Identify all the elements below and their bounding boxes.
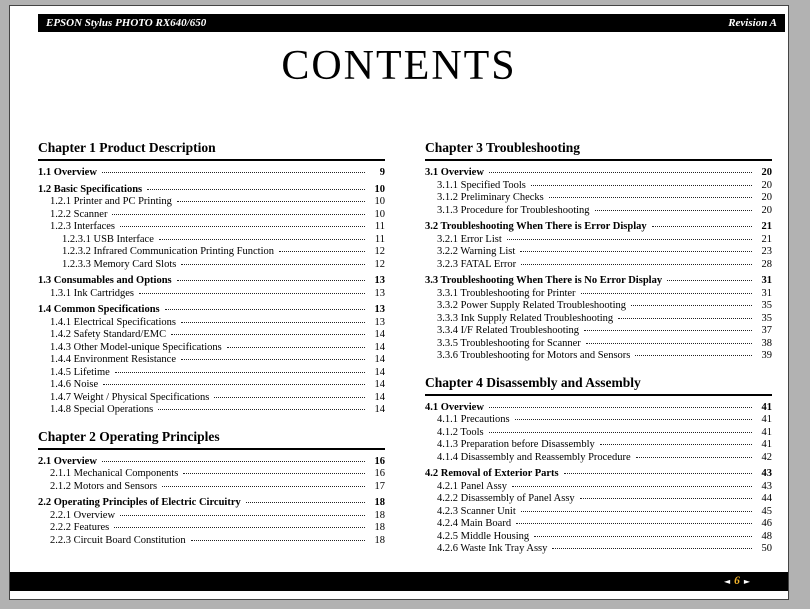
toc-entry-label: 3.1.1 Specified Tools bbox=[437, 179, 526, 191]
toc-entry[interactable] bbox=[38, 481, 385, 494]
toc-entry[interactable] bbox=[425, 246, 772, 259]
page-title: CONTENTS bbox=[281, 43, 517, 89]
dot-leader bbox=[618, 318, 752, 319]
toc-page-number: 38 bbox=[761, 337, 772, 349]
dot-leader bbox=[279, 251, 365, 252]
toc-page-number: 35 bbox=[761, 300, 772, 311]
toc-page-number: 11 bbox=[374, 221, 385, 232]
dot-leader bbox=[112, 214, 365, 215]
toc-entry[interactable] bbox=[38, 209, 385, 222]
toc-entry[interactable] bbox=[425, 468, 772, 481]
toc-page-number: 50 bbox=[761, 543, 772, 554]
toc-column-right bbox=[425, 140, 772, 568]
dot-leader bbox=[667, 280, 752, 281]
toc-entry[interactable] bbox=[425, 350, 772, 363]
dot-leader bbox=[584, 330, 752, 331]
toc-entry-label: 4.2.5 Middle Housing bbox=[437, 530, 530, 542]
dot-leader bbox=[549, 197, 752, 198]
dot-leader bbox=[227, 347, 365, 348]
toc-entry-label: 4.1.3 Preparation before Disassembly bbox=[437, 439, 595, 450]
toc-entry-label: 4.2.3 Scanner Unit bbox=[437, 505, 516, 517]
toc-entry[interactable] bbox=[38, 288, 385, 301]
toc-entry[interactable] bbox=[38, 275, 385, 288]
toc-page-number: 41 bbox=[761, 401, 772, 413]
dot-leader bbox=[191, 540, 365, 541]
toc-entry[interactable] bbox=[425, 192, 772, 205]
toc-entry[interactable] bbox=[38, 354, 385, 367]
toc-chapter bbox=[425, 140, 772, 363]
dot-leader bbox=[552, 548, 752, 549]
dot-leader bbox=[635, 355, 752, 356]
toc-entry-label: 3.3.5 Troubleshooting for Scanner bbox=[437, 337, 581, 349]
toc-entry-label: 3.2 Troubleshooting When There is Error Display bbox=[425, 221, 647, 232]
toc-chapter bbox=[38, 140, 385, 417]
toc-entry-label: 4.2.2 Disassembly of Panel Assy bbox=[437, 493, 575, 504]
document-page bbox=[9, 5, 789, 600]
dot-leader bbox=[171, 334, 365, 335]
toc-entry[interactable] bbox=[38, 317, 385, 330]
dot-leader bbox=[120, 226, 365, 227]
toc-page-number: 20 bbox=[761, 204, 772, 216]
dot-leader bbox=[181, 322, 365, 323]
toc-entry[interactable] bbox=[38, 510, 385, 523]
toc-entry[interactable] bbox=[425, 313, 772, 326]
toc-entry-label: 2.1.1 Mechanical Components bbox=[50, 468, 179, 479]
dot-leader bbox=[177, 201, 365, 202]
dot-leader bbox=[512, 486, 752, 487]
dot-leader bbox=[516, 523, 752, 524]
dot-leader bbox=[246, 502, 365, 503]
toc-entry-label: 2.2.1 Overview bbox=[50, 509, 116, 521]
toc-entry[interactable] bbox=[425, 288, 772, 301]
toc-entry[interactable] bbox=[38, 497, 385, 510]
toc-page-number: 14 bbox=[374, 366, 385, 378]
toc-entry-label: 3.3 Troubleshooting When There is No Error Display bbox=[425, 275, 663, 286]
toc-entry[interactable] bbox=[38, 522, 385, 535]
dot-leader bbox=[114, 527, 365, 528]
toc-page-number: 12 bbox=[374, 246, 385, 257]
toc-entry-label: 1.2.3.2 Infrared Communication Printing Function bbox=[62, 246, 275, 257]
toc-entry-label: 3.3.1 Troubleshooting for Printer bbox=[437, 287, 576, 299]
dot-leader bbox=[177, 280, 365, 281]
toc-page-number: 41 bbox=[761, 439, 772, 450]
toc-page-number: 14 bbox=[374, 329, 385, 340]
toc-chapter bbox=[38, 429, 385, 548]
toc-entry-label: 1.4.7 Weight / Physical Specifications bbox=[50, 391, 210, 403]
dot-leader bbox=[147, 189, 365, 190]
dot-leader bbox=[586, 343, 752, 344]
toc-entry-label: 3.1.3 Procedure for Troubleshooting bbox=[437, 204, 590, 216]
toc-entry-label: 3.3.3 Ink Supply Related Troubleshooting bbox=[437, 312, 614, 324]
toc-entry-label: 1.2.1 Printer and PC Printing bbox=[50, 196, 172, 207]
toc-entry[interactable] bbox=[425, 259, 772, 272]
prev-page-icon[interactable]: ◄ bbox=[723, 576, 731, 586]
toc-entry-label: 3.2.2 Warning List bbox=[437, 246, 516, 257]
dot-leader bbox=[102, 461, 365, 462]
toc-page-number: 35 bbox=[761, 312, 772, 324]
toc-page-number: 43 bbox=[761, 480, 772, 492]
toc-entry-label: 4.2.6 Waste Ink Tray Assy bbox=[437, 543, 548, 554]
toc-entry[interactable] bbox=[38, 456, 385, 469]
toc-page-number: 16 bbox=[374, 468, 385, 479]
toc-entry[interactable] bbox=[425, 518, 772, 531]
dot-leader bbox=[165, 309, 365, 310]
toc-chapter bbox=[425, 375, 772, 556]
toc-entry-label: 1.4.6 Noise bbox=[50, 379, 99, 390]
toc-entry-label: 2.2.3 Circuit Board Constitution bbox=[50, 534, 186, 546]
dot-leader bbox=[534, 536, 752, 537]
toc-page-number: 48 bbox=[761, 530, 772, 542]
toc-entry[interactable] bbox=[38, 379, 385, 392]
toc-entry-label: 3.3.6 Troubleshooting for Motors and Sensors bbox=[437, 350, 631, 361]
dot-leader bbox=[183, 473, 365, 474]
toc-page-number: 18 bbox=[374, 534, 385, 546]
dot-leader bbox=[595, 210, 752, 211]
dot-leader bbox=[652, 226, 752, 227]
dot-leader bbox=[103, 384, 365, 385]
toc-page-number: 13 bbox=[374, 275, 385, 286]
toc-page-number: 14 bbox=[374, 354, 385, 365]
toc-entry-label: 4.1.4 Disassembly and Reassembly Procedure bbox=[437, 451, 631, 463]
toc-entry-label: 3.2.1 Error List bbox=[437, 233, 502, 245]
dot-leader bbox=[521, 511, 752, 512]
toc-page-number: 41 bbox=[761, 426, 772, 438]
toc-entry[interactable] bbox=[425, 493, 772, 506]
toc-entry-label: 3.2.3 FATAL Error bbox=[437, 258, 517, 270]
toc-page-number: 46 bbox=[761, 518, 772, 529]
toc-entry[interactable] bbox=[38, 535, 385, 548]
toc-entry[interactable] bbox=[38, 468, 385, 481]
toc-entry[interactable] bbox=[425, 402, 772, 415]
toc-entry[interactable] bbox=[38, 404, 385, 417]
toc-entry[interactable] bbox=[425, 180, 772, 193]
toc-entry-label: 4.1 Overview bbox=[425, 401, 484, 413]
toc-page-number: 11 bbox=[374, 233, 385, 245]
toc-entry[interactable] bbox=[425, 167, 772, 180]
toc-entry[interactable] bbox=[38, 367, 385, 380]
dot-leader bbox=[181, 264, 365, 265]
toc-entry[interactable] bbox=[425, 481, 772, 494]
toc-entry-label: 1.4.1 Electrical Specifications bbox=[50, 316, 176, 328]
chapter-heading: Chapter 2 Operating Principles bbox=[38, 429, 385, 450]
toc-entry[interactable] bbox=[425, 543, 772, 556]
toc-entry-label: 1.4.5 Lifetime bbox=[50, 366, 110, 378]
toc-entry[interactable] bbox=[425, 221, 772, 234]
toc-page-number: 14 bbox=[374, 379, 385, 390]
toc-entry-label: 1.2 Basic Specifications bbox=[38, 183, 143, 195]
toc-page-number: 20 bbox=[761, 192, 772, 203]
dot-leader bbox=[521, 264, 752, 265]
toc-page-number: 18 bbox=[374, 497, 385, 508]
toc-page-number: 16 bbox=[374, 455, 385, 467]
toc-page-number: 28 bbox=[761, 258, 772, 270]
dot-leader bbox=[636, 457, 752, 458]
toc-page-number: 10 bbox=[374, 183, 385, 195]
toc-page-number: 13 bbox=[374, 316, 385, 328]
toc-entry[interactable] bbox=[425, 338, 772, 351]
toc-entry-label: 4.1.2 Tools bbox=[437, 426, 484, 438]
toc-entry[interactable] bbox=[425, 452, 772, 465]
chapter-heading: Chapter 4 Disassembly and Assembly bbox=[425, 375, 772, 396]
toc-entry-label: 1.4 Common Specifications bbox=[38, 304, 160, 315]
toc-page-number: 14 bbox=[374, 341, 385, 353]
toc-page-number: 43 bbox=[761, 468, 772, 479]
toc-entry[interactable] bbox=[38, 196, 385, 209]
toc-entry[interactable] bbox=[425, 234, 772, 247]
toc-entry[interactable] bbox=[425, 300, 772, 313]
toc-page-number: 13 bbox=[374, 287, 385, 299]
toc-entry-label: 4.2.1 Panel Assy bbox=[437, 480, 508, 492]
toc-entry[interactable] bbox=[425, 414, 772, 427]
dot-leader bbox=[489, 407, 752, 408]
dot-leader bbox=[139, 293, 365, 294]
toc-page-number: 20 bbox=[761, 179, 772, 191]
toc-entry[interactable] bbox=[425, 531, 772, 544]
footer-bar bbox=[10, 572, 788, 591]
toc-entry-label: 1.4.3 Other Model-unique Specifications bbox=[50, 341, 222, 353]
dot-leader bbox=[214, 397, 365, 398]
dot-leader bbox=[102, 172, 365, 173]
dot-leader bbox=[520, 251, 752, 252]
toc-page-number: 41 bbox=[761, 414, 772, 425]
toc-entry-label: 1.4.2 Safety Standard/EMC bbox=[50, 329, 167, 340]
toc-page-number: 21 bbox=[761, 221, 772, 232]
footer-page-number: 6 bbox=[734, 574, 740, 587]
toc-page-number: 37 bbox=[761, 325, 772, 336]
toc-page-number: 31 bbox=[761, 287, 772, 299]
toc-entry-label: 4.2 Removal of Exterior Parts bbox=[425, 468, 559, 479]
dot-leader bbox=[600, 444, 752, 445]
toc-entry-label: 2.2 Operating Principles of Electric Circuitry bbox=[38, 497, 241, 508]
toc-page-number: 39 bbox=[761, 350, 772, 361]
toc-entry-label: 3.1 Overview bbox=[425, 167, 484, 178]
toc-entry-label: 4.1.1 Precautions bbox=[437, 414, 510, 425]
toc-page-number: 18 bbox=[374, 522, 385, 533]
toc-entry-label: 1.4.8 Special Operations bbox=[50, 404, 154, 415]
toc-page-number: 12 bbox=[374, 258, 385, 270]
toc-page-number: 31 bbox=[761, 275, 772, 286]
toc-entry[interactable] bbox=[38, 259, 385, 272]
toc-entry[interactable] bbox=[425, 325, 772, 338]
toc-entry[interactable] bbox=[38, 304, 385, 317]
toc-page-number: 18 bbox=[374, 509, 385, 521]
dot-leader bbox=[489, 432, 752, 433]
toc-entry-label: 1.2.3 Interfaces bbox=[50, 221, 116, 232]
toc-entry[interactable] bbox=[38, 167, 385, 180]
chapter-heading: Chapter 1 Product Description bbox=[38, 140, 385, 161]
dot-leader bbox=[515, 419, 752, 420]
toc-entry-label: 3.3.4 I/F Related Troubleshooting bbox=[437, 325, 580, 336]
header-bar bbox=[38, 14, 785, 32]
toc-page-number: 20 bbox=[761, 167, 772, 178]
toc-entry[interactable] bbox=[38, 246, 385, 259]
toc-page-number: 10 bbox=[374, 196, 385, 207]
toc-entry-label: 2.2.2 Features bbox=[50, 522, 110, 533]
toc-entry-label: 3.3.2 Power Supply Related Troubleshooting bbox=[437, 300, 627, 311]
dot-leader bbox=[531, 185, 752, 186]
dot-leader bbox=[159, 239, 365, 240]
toc-entry-label: 1.3 Consumables and Options bbox=[38, 275, 172, 286]
toc-page-number: 14 bbox=[374, 404, 385, 415]
toc-column-left bbox=[38, 140, 385, 568]
header-revision: Revision A bbox=[728, 17, 777, 29]
toc-entry[interactable] bbox=[425, 275, 772, 288]
toc-entry-label: 2.1.2 Motors and Sensors bbox=[50, 480, 158, 492]
toc-entry[interactable] bbox=[425, 205, 772, 218]
dot-leader bbox=[489, 172, 752, 173]
dot-leader bbox=[581, 293, 752, 294]
toc-entry-label: 1.3.1 Ink Cartridges bbox=[50, 287, 134, 299]
dot-leader bbox=[115, 372, 365, 373]
dot-leader bbox=[631, 305, 752, 306]
table-of-contents bbox=[38, 140, 772, 568]
chapter-heading: Chapter 3 Troubleshooting bbox=[425, 140, 772, 161]
toc-entry-label: 1.2.3.3 Memory Card Slots bbox=[62, 258, 177, 270]
toc-page-number: 9 bbox=[379, 167, 385, 178]
toc-page-number: 45 bbox=[761, 505, 772, 517]
toc-page-number: 42 bbox=[761, 451, 772, 463]
toc-entry[interactable] bbox=[425, 506, 772, 519]
dot-leader bbox=[507, 239, 752, 240]
toc-entry-label: 1.2.3.1 USB Interface bbox=[62, 233, 154, 245]
next-page-icon[interactable]: ► bbox=[743, 576, 750, 586]
toc-entry[interactable] bbox=[38, 184, 385, 197]
dot-leader bbox=[162, 486, 365, 487]
toc-page-number: 13 bbox=[374, 304, 385, 315]
toc-entry-label: 1.1 Overview bbox=[38, 167, 97, 178]
toc-page-number: 10 bbox=[374, 208, 385, 220]
toc-entry[interactable] bbox=[38, 221, 385, 234]
dot-leader bbox=[181, 359, 365, 360]
toc-page-number: 14 bbox=[374, 391, 385, 403]
toc-page-number: 23 bbox=[761, 246, 772, 257]
dot-leader bbox=[158, 409, 365, 410]
dot-leader bbox=[564, 473, 752, 474]
toc-entry[interactable] bbox=[425, 439, 772, 452]
toc-entry[interactable] bbox=[38, 392, 385, 405]
toc-entry-label: 4.2.4 Main Board bbox=[437, 518, 512, 529]
toc-entry-label: 2.1 Overview bbox=[38, 455, 97, 467]
toc-entry-label: 1.4.4 Environment Resistance bbox=[50, 354, 176, 365]
toc-page-number: 17 bbox=[374, 480, 385, 492]
toc-entry[interactable] bbox=[425, 427, 772, 440]
toc-entry[interactable] bbox=[38, 342, 385, 355]
toc-entry-label: 1.2.2 Scanner bbox=[50, 208, 108, 220]
dot-leader bbox=[580, 498, 752, 499]
toc-page-number: 21 bbox=[761, 233, 772, 245]
toc-entry[interactable] bbox=[38, 329, 385, 342]
toc-entry[interactable] bbox=[38, 234, 385, 247]
toc-entry-label: 3.1.2 Preliminary Checks bbox=[437, 192, 544, 203]
header-product-title: EPSON Stylus PHOTO RX640/650 bbox=[46, 17, 207, 29]
toc-page-number: 44 bbox=[761, 493, 772, 504]
dot-leader bbox=[120, 515, 365, 516]
